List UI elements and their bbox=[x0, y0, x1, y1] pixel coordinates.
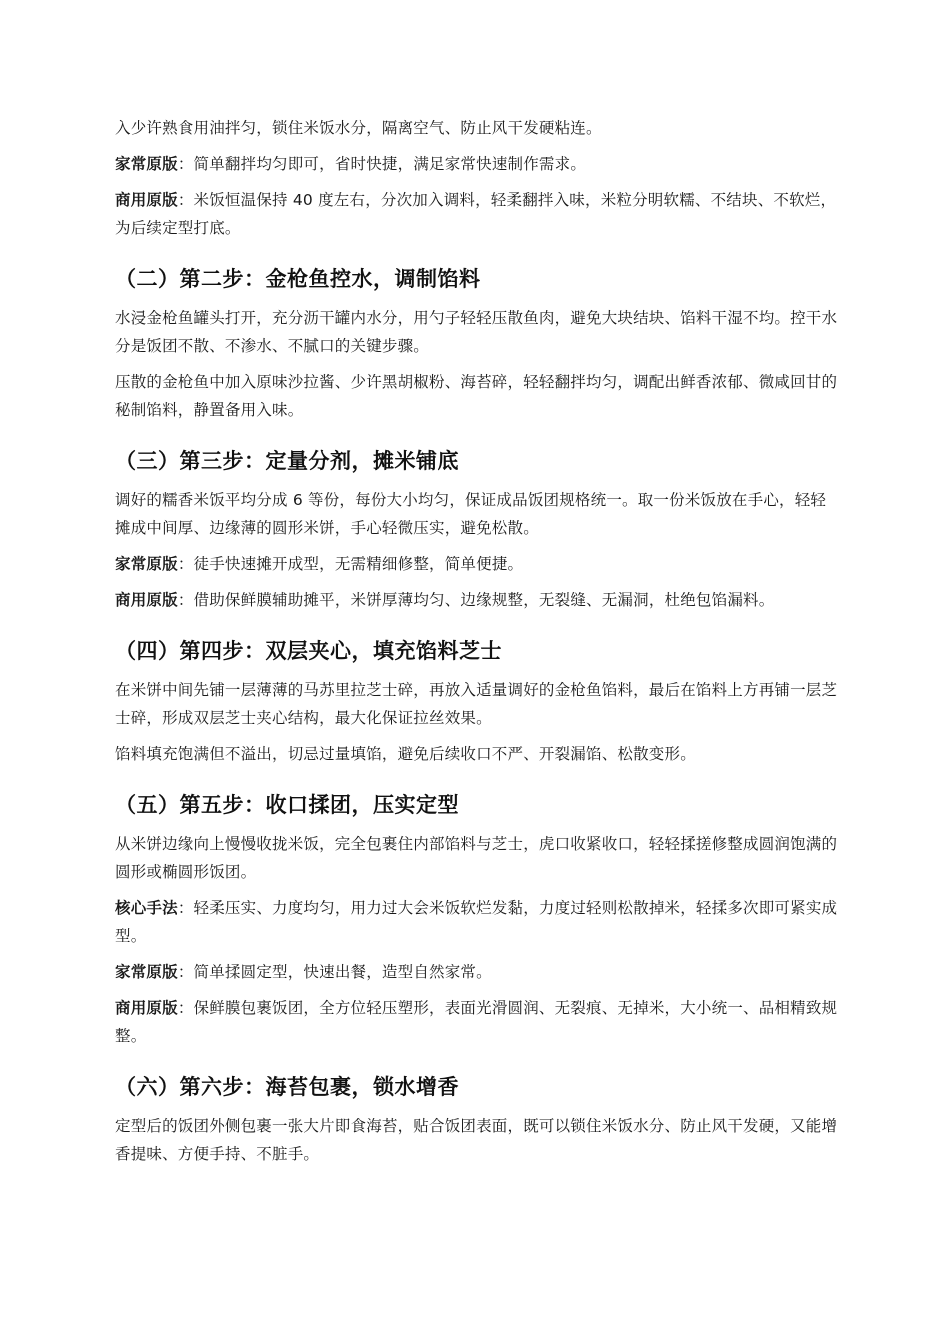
paragraph: 压散的金枪鱼中加入原味沙拉酱、少许黑胡椒粉、海苔碎，轻轻翻拌均匀，调配出鲜香浓郁、微咸回甘的秘制馅料，静置备用入味。 bbox=[115, 373, 838, 419]
paragraph-lead: 家常原版 bbox=[115, 555, 178, 573]
paragraph bbox=[115, 186, 840, 242]
paragraph-text: ：徒手快速摊开成型，无需精细修整，简单便捷。 bbox=[177, 555, 524, 573]
paragraph bbox=[115, 894, 840, 950]
paragraph: 馅料填充饱满但不溢出，切忌过量填馅，避免后续收口不严、开裂漏馅、松散变形。 bbox=[115, 745, 696, 763]
paragraph: 定型后的饭团外侧包裹一张大片即食海苔，贴合饭团表面，既可以锁住米饭水分、防止风干发硬，又能增香提味、方便手持、不脏手。 bbox=[115, 1117, 838, 1163]
paragraph: 水浸金枪鱼罐头打开，充分沥干罐内水分，用勺子轻轻压散鱼肉，避免大块结块、馅料干湿不均。控干水分是饭团不散、不渗水、不腻口的关键步骤。 bbox=[115, 309, 838, 355]
paragraph-lead: 家常原版 bbox=[115, 963, 178, 981]
paragraph bbox=[115, 586, 840, 614]
paragraph-lead: 家常原版 bbox=[115, 155, 178, 173]
paragraph-text: ：米饭恒温保持 40 度左右，分次加入调料，轻柔翻拌入味，米粒分明软糯、不结块、不软烂，为后续定型打底。 bbox=[115, 191, 837, 237]
paragraph bbox=[115, 994, 840, 1050]
paragraph-text: ：轻柔压实、力度均匀，用力过大会米饭软烂发黏，力度过轻则松散掉米，轻揉多次即可紧实成型。 bbox=[115, 899, 838, 945]
paragraph-lead: 商用原版 bbox=[115, 999, 178, 1017]
paragraph bbox=[115, 550, 840, 578]
document-page bbox=[115, 114, 840, 1168]
section-heading: （三）第三步：定量分剂，摊米铺底 bbox=[115, 449, 459, 473]
section-heading: （四）第四步：双层夹心，填充馅料芝士 bbox=[115, 639, 502, 663]
section-heading: （五）第五步：收口揉团，压实定型 bbox=[115, 793, 459, 817]
paragraph-text: ：保鲜膜包裹饭团，全方位轻压塑形，表面光滑圆润、无裂痕、无掉米，大小统一、品相精致规整。 bbox=[115, 999, 838, 1045]
paragraph-text: ：借助保鲜膜辅助摊平，米饼厚薄均匀、边缘规整，无裂缝、无漏洞，杜绝包馅漏料。 bbox=[177, 591, 775, 609]
section-heading: （二）第二步：金枪鱼控水，调制馅料 bbox=[115, 267, 481, 291]
paragraph-lead: 商用原版 bbox=[115, 591, 178, 609]
paragraph: 从米饼边缘向上慢慢收拢米饭，完全包裹住内部馅料与芝士，虎口收紧收口，轻轻揉搓修整成圆润饱满的圆形或椭圆形饭团。 bbox=[115, 835, 838, 881]
paragraph-lead: 商用原版 bbox=[115, 191, 178, 209]
paragraph: 入少许熟食用油拌匀，锁住米饭水分，隔离空气、防止风干发硬粘连。 bbox=[115, 119, 602, 137]
paragraph-text: ：简单翻拌均匀即可，省时快捷，满足家常快速制作需求。 bbox=[177, 155, 587, 173]
paragraph bbox=[115, 150, 840, 178]
paragraph: 调好的糯香米饭平均分成 6 等份，每份大小均匀，保证成品饭团规格统一。取一份米饭放在手心，轻轻摊成中间厚、边缘薄的圆形米饼，手心轻微压实，避免松散。 bbox=[115, 491, 827, 537]
paragraph-text: ：简单揉圆定型，快速出餐，造型自然家常。 bbox=[177, 963, 492, 981]
paragraph bbox=[115, 958, 840, 986]
section-heading: （六）第六步：海苔包裹，锁水增香 bbox=[115, 1075, 459, 1099]
paragraph-lead: 核心手法 bbox=[115, 899, 178, 917]
paragraph: 在米饼中间先铺一层薄薄的马苏里拉芝士碎，再放入适量调好的金枪鱼馅料，最后在馅料上方再铺一层芝士碎，形成双层芝士夹心结构，最大化保证拉丝效果。 bbox=[115, 681, 838, 727]
